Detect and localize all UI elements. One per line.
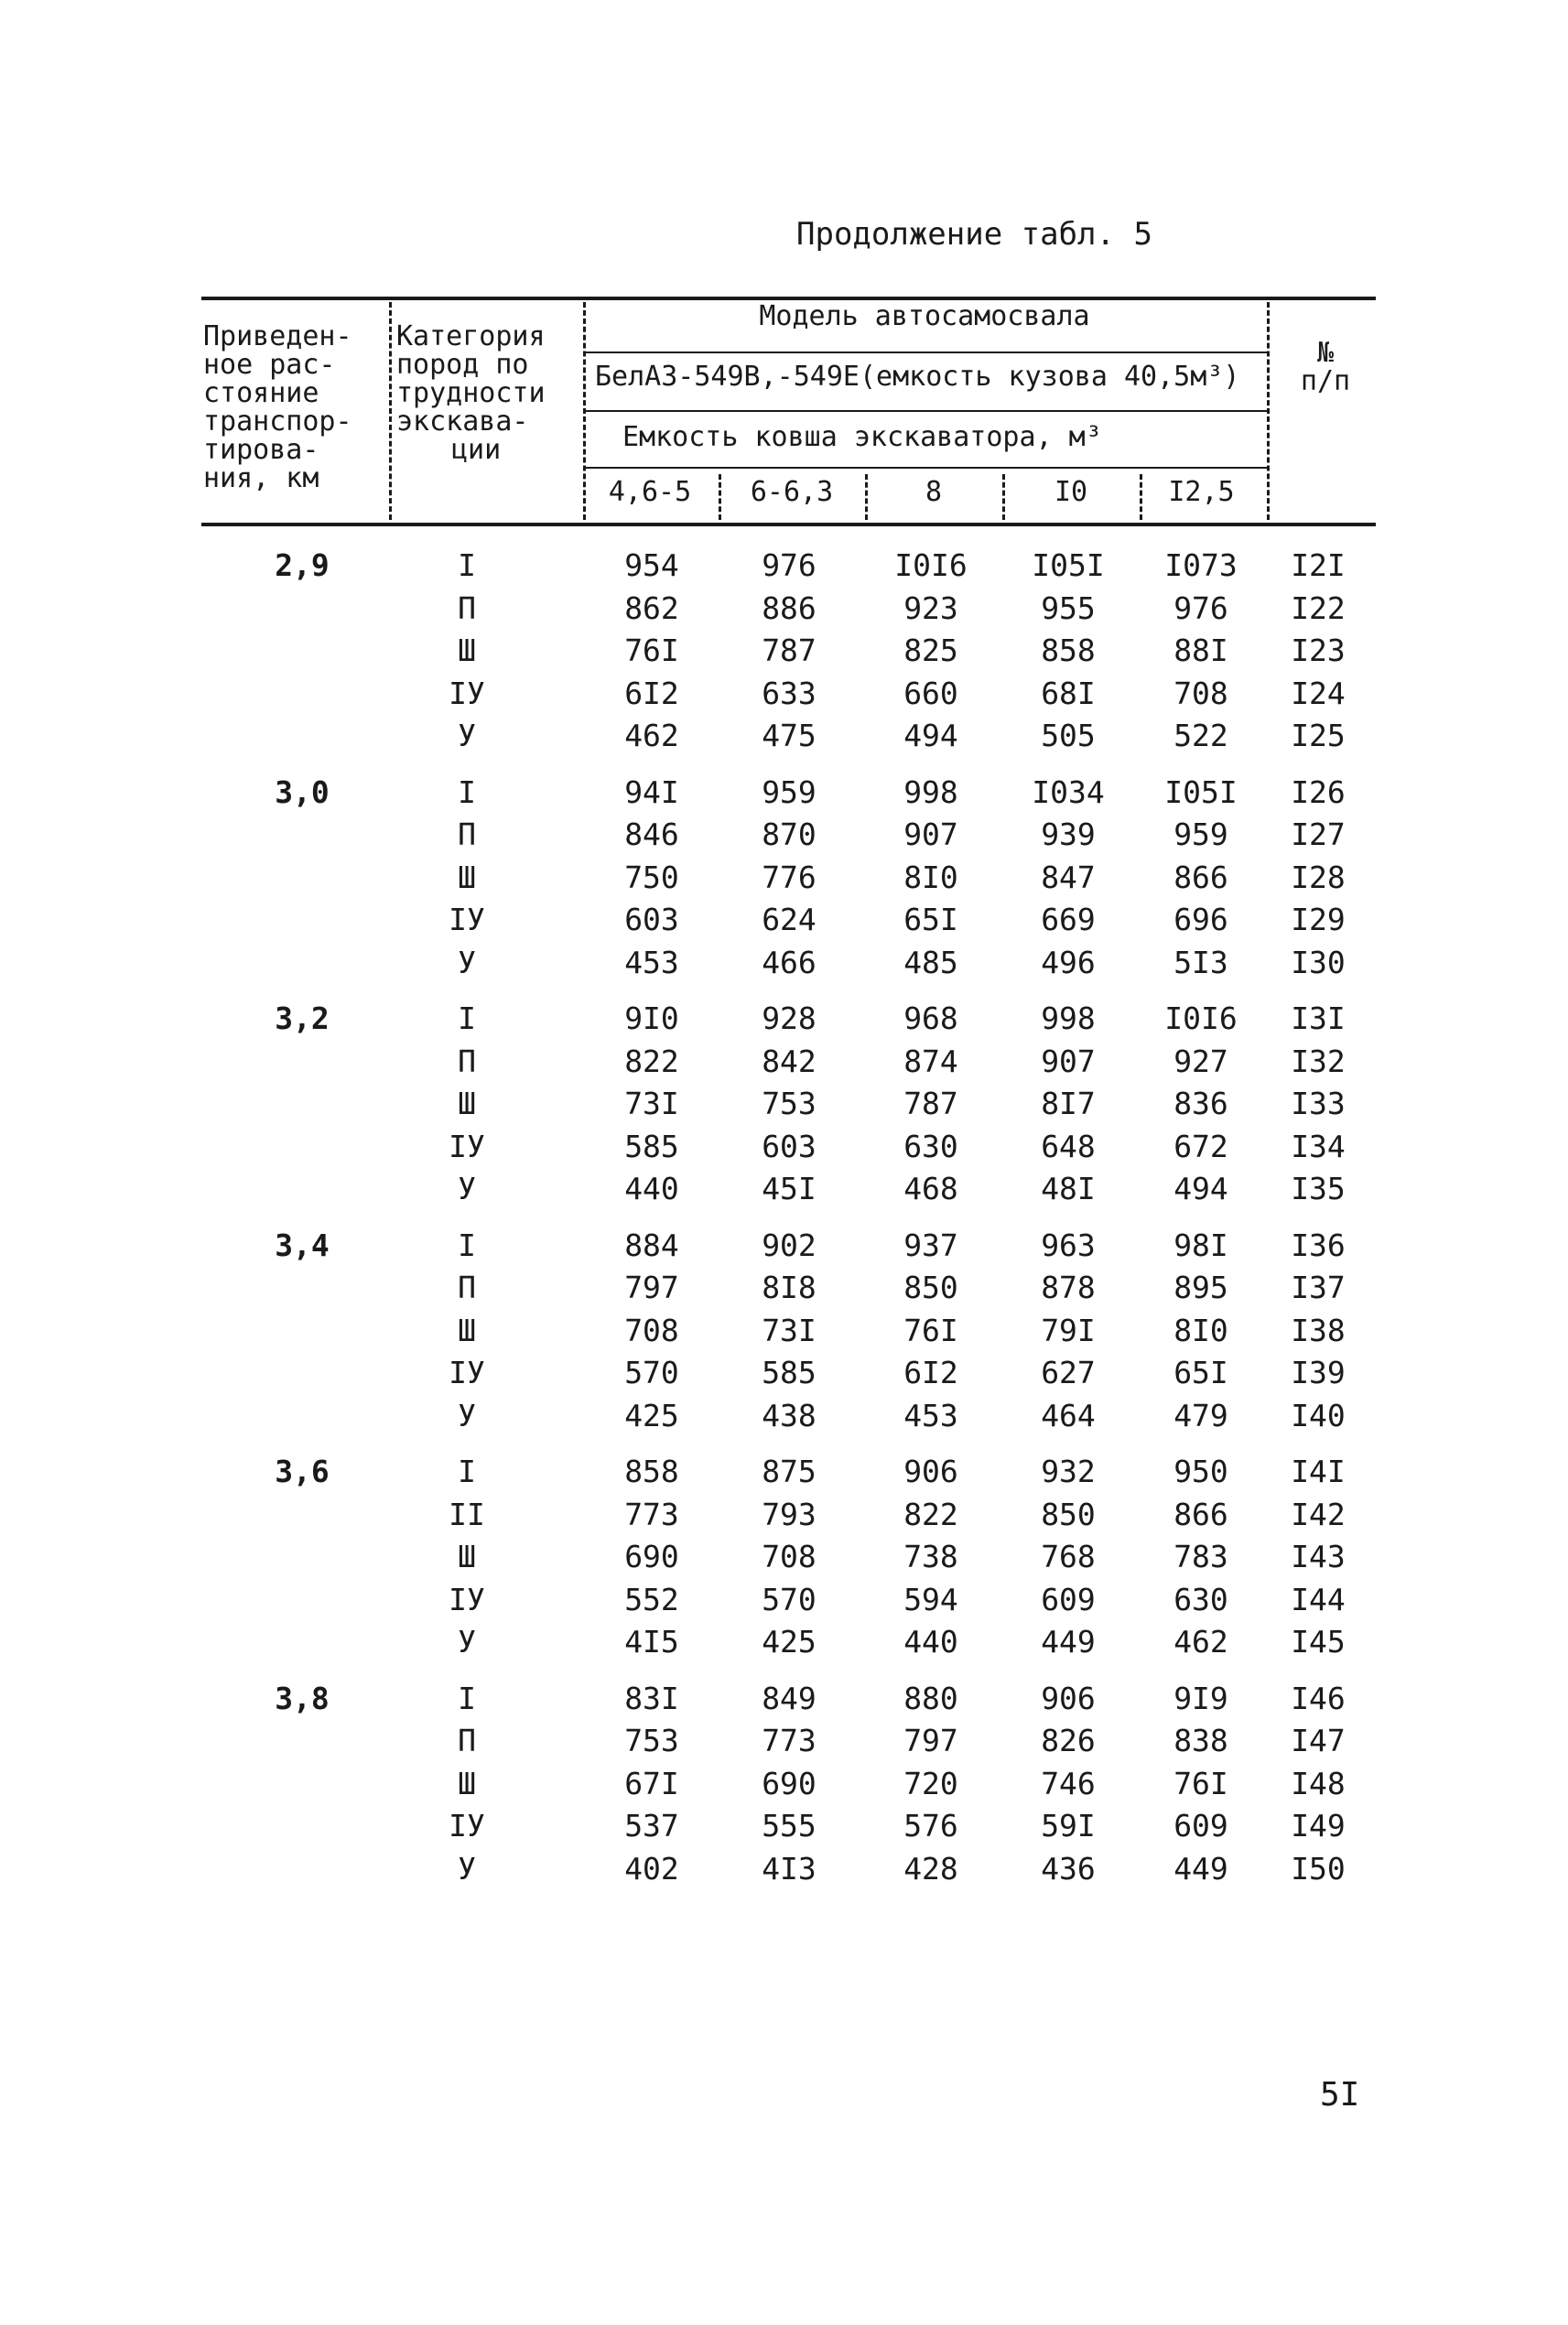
table-cell: 870: [762, 816, 816, 852]
table-cell: 8I0: [903, 859, 958, 895]
table-cell: 494: [903, 718, 958, 753]
table-cell: 753: [762, 1086, 816, 1121]
table-cell: 76I: [1173, 1765, 1228, 1801]
table-cell: 4I3: [762, 1850, 816, 1887]
category-cell: I: [458, 773, 476, 810]
table-cell: 720: [903, 1765, 958, 1801]
table-cell: 826: [1041, 1723, 1096, 1758]
header-distance-line: ния, км: [203, 462, 319, 494]
column-header: I2,5: [1168, 476, 1235, 508]
table-cell: 425: [762, 1624, 816, 1660]
table-cell: 67I: [624, 1765, 679, 1801]
row-number-cell: I42: [1291, 1496, 1346, 1532]
distance-value: 3,6: [275, 1454, 330, 1489]
header-distance-line: Приведен-: [203, 320, 352, 352]
table-cell: 425: [624, 1397, 679, 1433]
row-number-cell: I48: [1291, 1765, 1346, 1801]
category-cell: Ш: [458, 1539, 476, 1574]
category-cell: Ш: [458, 1086, 476, 1121]
row-number-cell: I34: [1291, 1128, 1346, 1164]
table-cell: 633: [762, 675, 816, 711]
table-cell: 838: [1173, 1723, 1228, 1758]
table-cell: 8I7: [1041, 1086, 1096, 1121]
table-cell: 76I: [624, 633, 679, 668]
row-number-cell: I27: [1291, 816, 1346, 852]
header-divider: [586, 351, 1267, 353]
table-cell: 94I: [624, 773, 679, 810]
table-cell: 750: [624, 859, 679, 895]
table-cell: 858: [624, 1454, 679, 1489]
row-number-cell: I38: [1291, 1312, 1346, 1348]
category-cell: П: [458, 1723, 476, 1758]
table-cell: 570: [624, 1355, 679, 1390]
table-cell: 850: [903, 1270, 958, 1305]
table-cell: 690: [762, 1765, 816, 1801]
table-cell: 609: [1173, 1808, 1228, 1844]
header-number: [1280, 339, 1371, 395]
table-cell: 846: [624, 816, 679, 852]
table-cell: 783: [1173, 1539, 1228, 1574]
column-header: 8: [925, 476, 943, 508]
table-cell: I0I6: [894, 547, 968, 583]
table-cell: 708: [1173, 675, 1228, 711]
table-cell: 847: [1041, 859, 1096, 895]
header-divider: [865, 474, 868, 520]
row-number-cell: I24: [1291, 675, 1346, 711]
table-cell: 660: [903, 675, 958, 711]
row-number-cell: I44: [1291, 1581, 1346, 1617]
table-cell: 842: [762, 1043, 816, 1079]
row-number-cell: I23: [1291, 633, 1346, 668]
distance-value: 3,8: [275, 1680, 330, 1716]
row-number-cell: I33: [1291, 1086, 1346, 1121]
table-cell: 906: [903, 1454, 958, 1489]
table-cell: 976: [1173, 589, 1228, 626]
row-number-cell: I2I: [1291, 547, 1346, 583]
header-divider: [719, 474, 721, 520]
category-cell: IУ: [449, 902, 485, 937]
table-cell: 438: [762, 1397, 816, 1433]
table-cell: 6I2: [903, 1355, 958, 1390]
table-cell: 594: [903, 1581, 958, 1617]
header-category-line: пород по: [396, 349, 529, 381]
table-cell: 793: [762, 1496, 816, 1532]
table-cell: 449: [1041, 1624, 1096, 1660]
table-cell: I0I6: [1164, 1000, 1238, 1036]
category-cell: I: [458, 1454, 476, 1489]
row-number-cell: I35: [1291, 1171, 1346, 1206]
row-number-cell: I46: [1291, 1680, 1346, 1716]
table-cell: 895: [1173, 1270, 1228, 1305]
table-cell: 453: [624, 944, 679, 980]
table-cell: 585: [762, 1355, 816, 1390]
header-divider: [389, 302, 392, 520]
category-cell: Ш: [458, 1765, 476, 1801]
table-cell: 6I2: [624, 675, 679, 711]
table-cell: 753: [624, 1723, 679, 1758]
table-cell: 950: [1173, 1454, 1228, 1489]
table-cell: 8I0: [1173, 1312, 1228, 1348]
table-cell: 576: [903, 1808, 958, 1844]
category-cell: I: [458, 1227, 476, 1263]
table-cell: 428: [903, 1850, 958, 1887]
row-number-cell: I49: [1291, 1808, 1346, 1844]
table-cell: 4I5: [624, 1624, 679, 1660]
category-cell: У: [458, 1171, 476, 1206]
row-number-cell: I28: [1291, 859, 1346, 895]
table-cell: 773: [762, 1723, 816, 1758]
header-divider: [1267, 302, 1270, 520]
category-cell: П: [458, 1270, 476, 1305]
header-category-line: экскава-: [396, 406, 529, 438]
table-cell: 797: [624, 1270, 679, 1305]
table-cell: 48I: [1041, 1171, 1096, 1206]
column-header: 6-6,3: [750, 476, 834, 508]
header-category: [396, 322, 579, 464]
table-cell: 65I: [903, 902, 958, 937]
table-cell: 73I: [762, 1312, 816, 1348]
table-cell: 738: [903, 1539, 958, 1574]
category-cell: П: [458, 1043, 476, 1079]
table-cell: 609: [1041, 1581, 1096, 1617]
table-cell: 708: [624, 1312, 679, 1348]
category-cell: У: [458, 1397, 476, 1433]
table-cell: 585: [624, 1128, 679, 1164]
distance-value: 3,4: [275, 1227, 330, 1263]
table-cell: 9I0: [624, 1000, 679, 1036]
table-cell: 923: [903, 589, 958, 626]
table-cell: 959: [762, 773, 816, 810]
table-cell: 787: [762, 633, 816, 668]
header-distance-line: стояние: [203, 377, 319, 409]
table-cell: 884: [624, 1227, 679, 1263]
table-cell: 440: [903, 1624, 958, 1660]
header-divider: [1140, 474, 1142, 520]
table-cell: 669: [1041, 902, 1096, 937]
row-number-cell: I26: [1291, 773, 1346, 810]
category-cell: П: [458, 816, 476, 852]
row-number-cell: I25: [1291, 718, 1346, 753]
header-distance-line: ное рас-: [203, 349, 336, 381]
table-cell: 485: [903, 944, 958, 980]
table-cell: 998: [1041, 1000, 1096, 1036]
table-cell: 648: [1041, 1128, 1096, 1164]
row-number-cell: I40: [1291, 1397, 1346, 1433]
category-cell: I: [458, 1000, 476, 1036]
table-cell: 59I: [1041, 1808, 1096, 1844]
row-number-cell: I37: [1291, 1270, 1346, 1305]
row-number-cell: I29: [1291, 902, 1346, 937]
table-cell: 462: [1173, 1624, 1228, 1660]
table-cell: 73I: [624, 1086, 679, 1121]
table-cell: 98I: [1173, 1227, 1228, 1263]
category-cell: Ш: [458, 1312, 476, 1348]
header-distance: [203, 322, 386, 492]
table-cell: 825: [903, 633, 958, 668]
table-cell: 787: [903, 1086, 958, 1121]
table-cell: 468: [903, 1171, 958, 1206]
table-cell: 436: [1041, 1850, 1096, 1887]
table-cell: 555: [762, 1808, 816, 1844]
category-cell: П: [458, 589, 476, 626]
column-header: 4,6-5: [608, 476, 692, 508]
row-number-cell: I39: [1291, 1355, 1346, 1390]
header-divider: [586, 467, 1267, 469]
table-cell: 866: [1173, 859, 1228, 895]
header-category-line: трудности: [396, 377, 546, 409]
header-distance-line: транспор-: [203, 406, 352, 438]
table-cell: 886: [762, 589, 816, 626]
row-number-cell: I3I: [1291, 1000, 1346, 1036]
row-number-cell: I47: [1291, 1723, 1346, 1758]
table-cell: 746: [1041, 1765, 1096, 1801]
category-cell: II: [449, 1496, 485, 1532]
category-cell: У: [458, 1624, 476, 1660]
header-number-line: п/п: [1300, 365, 1351, 397]
table-cell: 866: [1173, 1496, 1228, 1532]
table-cell: 449: [1173, 1850, 1228, 1887]
table-cell: 624: [762, 902, 816, 937]
column-header: I0: [1054, 476, 1088, 508]
table-cell: 954: [624, 547, 679, 583]
table-cell: 976: [762, 547, 816, 583]
category-cell: Ш: [458, 633, 476, 668]
header-distance-line: тирова-: [203, 434, 319, 466]
table-cell: 603: [624, 902, 679, 937]
table-cell: 453: [903, 1397, 958, 1433]
table-cell: 8I8: [762, 1270, 816, 1305]
table-cell: 906: [1041, 1680, 1096, 1716]
table-cell: 440: [624, 1171, 679, 1206]
row-number-cell: I45: [1291, 1624, 1346, 1660]
table-cell: 836: [1173, 1086, 1228, 1121]
header-divider: [1002, 474, 1005, 520]
header-bottom-rule: [201, 523, 1376, 526]
category-cell: Ш: [458, 859, 476, 895]
table-cell: 849: [762, 1680, 816, 1716]
category-cell: IУ: [449, 1808, 485, 1844]
table-cell: 773: [624, 1496, 679, 1532]
table-cell: 959: [1173, 816, 1228, 852]
table-cell: 466: [762, 944, 816, 980]
table-cell: 5I3: [1173, 944, 1228, 980]
table-cell: 874: [903, 1043, 958, 1079]
table-cell: 768: [1041, 1539, 1096, 1574]
category-cell: У: [458, 718, 476, 753]
table-cell: 696: [1173, 902, 1228, 937]
table-cell: 928: [762, 1000, 816, 1036]
table-cell: 998: [903, 773, 958, 810]
header-number-line: №: [1316, 337, 1335, 369]
table-cell: I05I: [1164, 773, 1238, 810]
table-cell: 88I: [1173, 633, 1228, 668]
table-cell: 862: [624, 589, 679, 626]
row-number-cell: I50: [1291, 1850, 1346, 1887]
table-cell: 963: [1041, 1227, 1096, 1263]
table-cell: 462: [624, 718, 679, 753]
distance-value: 3,0: [275, 773, 330, 810]
table-cell: 630: [1173, 1581, 1228, 1617]
header-category-line: ции: [451, 434, 502, 466]
category-cell: IУ: [449, 1128, 485, 1164]
category-cell: IУ: [449, 675, 485, 711]
table-cell: 672: [1173, 1128, 1228, 1164]
table-cell: 630: [903, 1128, 958, 1164]
distance-value: 3,2: [275, 1000, 330, 1036]
category-cell: IУ: [449, 1581, 485, 1617]
table-cell: 464: [1041, 1397, 1096, 1433]
category-cell: I: [458, 1680, 476, 1716]
table-cell: 690: [624, 1539, 679, 1574]
table-cell: 875: [762, 1454, 816, 1489]
header-belaz: БелАЗ-549В,-549Е(емкость кузова 40,5м³): [595, 361, 1240, 393]
table-cell: 878: [1041, 1270, 1096, 1305]
table-cell: 797: [903, 1723, 958, 1758]
category-cell: IУ: [449, 1355, 485, 1390]
table-cell: 475: [762, 718, 816, 753]
header-category-line: Категория: [396, 320, 546, 352]
table-cell: 850: [1041, 1496, 1096, 1532]
table-cell: 479: [1173, 1397, 1228, 1433]
table-cell: 603: [762, 1128, 816, 1164]
category-cell: I: [458, 547, 476, 583]
page-number: 5I: [1320, 2076, 1360, 2114]
table-cell: 902: [762, 1227, 816, 1263]
table-cell: 570: [762, 1581, 816, 1617]
table-cell: 68I: [1041, 675, 1096, 711]
table-cell: I05I: [1032, 547, 1105, 583]
table-cell: 907: [1041, 1043, 1096, 1079]
table-cell: 627: [1041, 1355, 1096, 1390]
table-cell: 494: [1173, 1171, 1228, 1206]
category-cell: У: [458, 944, 476, 980]
table-caption: Продолжение табл. 5: [796, 216, 1152, 253]
table-cell: 65I: [1173, 1355, 1228, 1390]
table-cell: 858: [1041, 633, 1096, 668]
table-cell: 968: [903, 1000, 958, 1036]
table-cell: 79I: [1041, 1312, 1096, 1348]
table-cell: 83I: [624, 1680, 679, 1716]
row-number-cell: I4I: [1291, 1454, 1346, 1489]
header-bucket-capacity: Емкость ковша экскаватора, м³: [622, 421, 1102, 453]
header-model: Модель автосамосвала: [759, 300, 1090, 332]
table-cell: 708: [762, 1539, 816, 1574]
table-cell: 927: [1173, 1043, 1228, 1079]
table-cell: 496: [1041, 944, 1096, 980]
table-cell: I034: [1032, 773, 1105, 810]
table-cell: 522: [1173, 718, 1228, 753]
table-cell: 402: [624, 1850, 679, 1887]
table-cell: 45I: [762, 1171, 816, 1206]
row-number-cell: I30: [1291, 944, 1346, 980]
table-cell: 955: [1041, 589, 1096, 626]
table-cell: I073: [1164, 547, 1238, 583]
table-cell: 9I9: [1173, 1680, 1228, 1716]
table-cell: 937: [903, 1227, 958, 1263]
table-cell: 537: [624, 1808, 679, 1844]
table-cell: 932: [1041, 1454, 1096, 1489]
table-cell: 907: [903, 816, 958, 852]
table-cell: 505: [1041, 718, 1096, 753]
table-cell: 939: [1041, 816, 1096, 852]
row-number-cell: I36: [1291, 1227, 1346, 1263]
table-cell: 552: [624, 1581, 679, 1617]
table-cell: 880: [903, 1680, 958, 1716]
table-cell: 822: [903, 1496, 958, 1532]
row-number-cell: I43: [1291, 1539, 1346, 1574]
header-divider: [586, 410, 1267, 412]
table-cell: 822: [624, 1043, 679, 1079]
category-cell: У: [458, 1850, 476, 1887]
table-cell: 76I: [903, 1312, 958, 1348]
table-cell: 776: [762, 859, 816, 895]
distance-value: 2,9: [275, 547, 330, 583]
row-number-cell: I22: [1291, 589, 1346, 626]
row-number-cell: I32: [1291, 1043, 1346, 1079]
